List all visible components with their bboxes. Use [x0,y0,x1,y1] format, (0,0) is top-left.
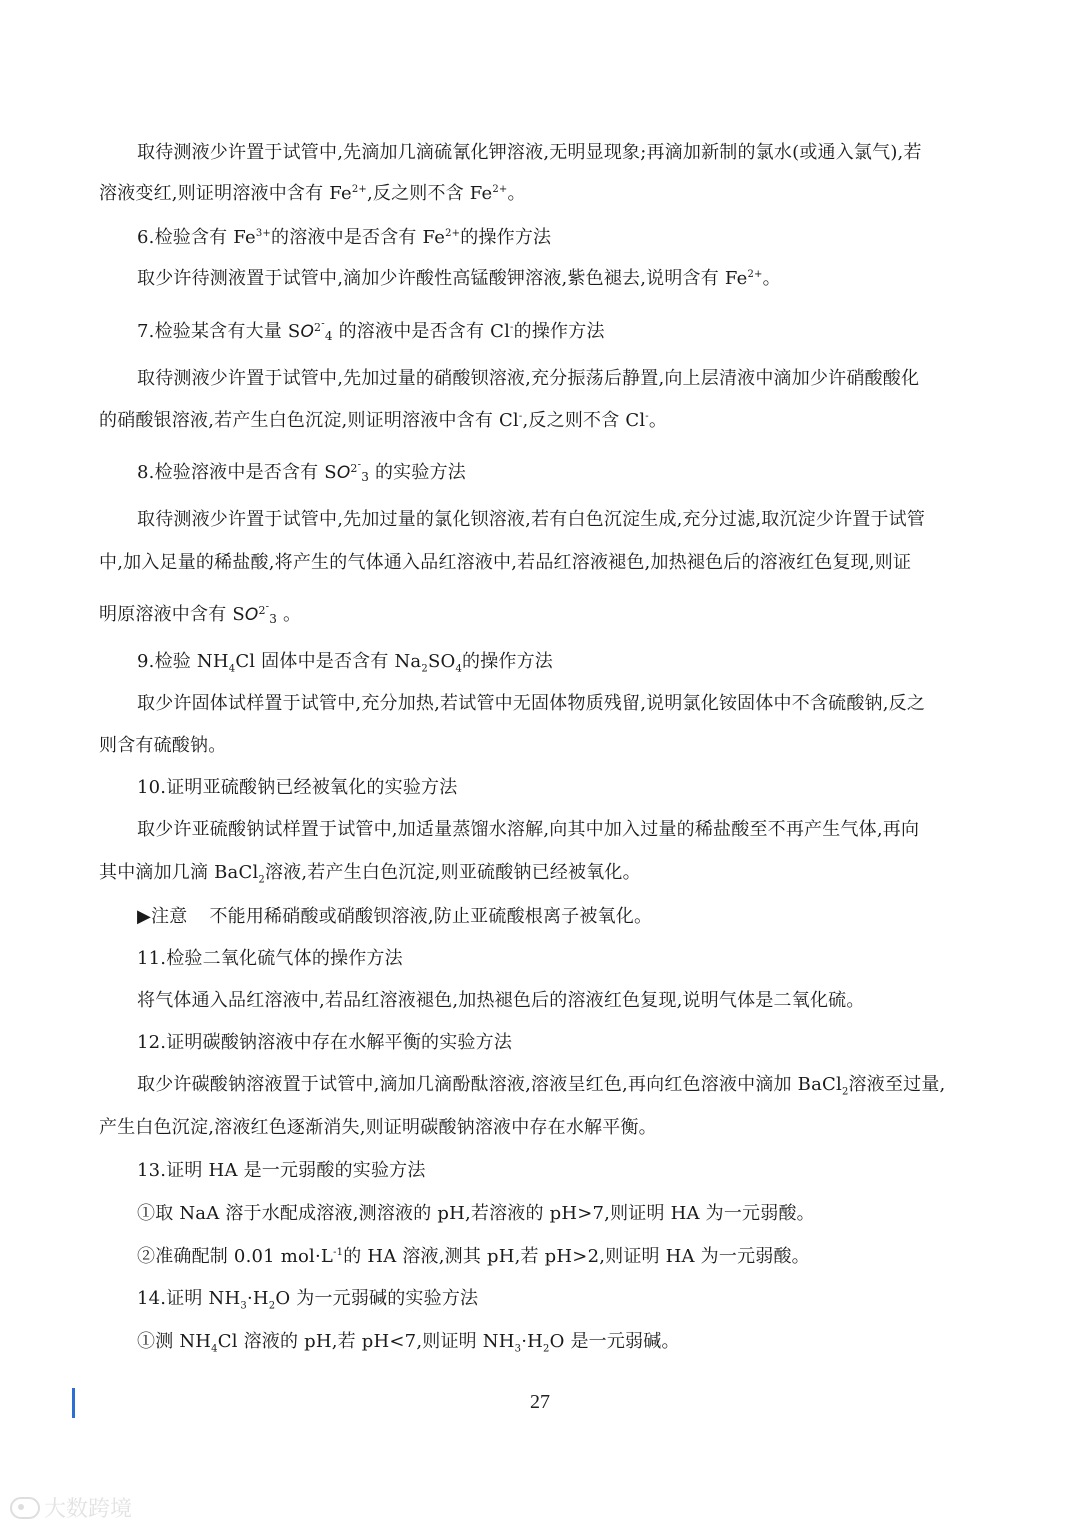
section-heading-8: 8.检验溶液中是否含有 SO2-3 的实验方法 [137,459,466,484]
paragraph-line: 的硝酸银溶液,若产生白色沉淀,则证明溶液中含有 Cl-,反之则不含 Cl-。 [99,410,668,431]
watermark-logo-icon [10,1497,40,1519]
paragraph-line: 取待测液少许置于试管中,先加过量的硝酸钡溶液,充分振荡后静置,向上层清液中滴加少许硝酸酸化 [137,368,920,389]
paragraph-line: 其中滴加几滴 BaCl$_2$溶液,若产生白色沉淀,则亚硫酸钠已经被氧化。 [99,862,641,886]
section-heading-6: 6.检验含有 $Fe^{3+}$的溶液中是否含有 $Fe^{2+}$的操作方法 [137,227,552,248]
page-number: 27 [530,1391,550,1413]
paragraph-line: 则含有硫酸钠。 [99,735,227,756]
section-heading-13: 13.证明 HA 是一元弱酸的实验方法 [137,1160,426,1181]
paragraph-line: 中,加入足量的稀盐酸,将产生的气体通入品红溶液中,若品红溶液褪色,加热褪色后的溶液红色复现,则证 [99,552,912,573]
paragraph-line: ②准确配制 0.01 $mol\cdot L^{-1}$的 HA 溶液,测其 pH,若 pH>2,则证明 HA 为一元弱酸。 [137,1246,810,1267]
section-heading-9: 9.检验 $NH_4Cl$ 固体中是否含有 $Na_2SO_4$的操作方法 [137,651,553,675]
paragraph-line: 取待测液少许置于试管中,先滴加几滴硫氰化钾溶液,无明显现象;再滴加新制的氯水(或通入氯气),若 [137,142,922,163]
section-heading-12: 12.证明碳酸钠溶液中存在水解平衡的实验方法 [137,1032,513,1053]
section-heading-11: 11.检验二氧化硫气体的操作方法 [137,948,403,969]
section-heading-7: 7.检验某含有大量 SO2-4 的溶液中是否含有 Cl-的操作方法 [137,318,605,343]
section-heading-10: 10.证明亚硫酸钠已经被氧化的实验方法 [137,777,458,798]
paragraph-line: 产生白色沉淀,溶液红色逐渐消失,则证明碳酸钠溶液中存在水解平衡。 [99,1117,657,1138]
paragraph-line: ①测 $NH_4Cl$ 溶液的 pH,若 pH<7,则证明 $NH_3\cdot H_2O$ 是一元弱碱。 [137,1331,680,1355]
paragraph-line: 溶液变红,则证明溶液中含有 $Fe^{2+}$,反之则不含 $Fe^{2+}$。 [99,183,526,204]
watermark-text: 大数跨境 [44,1497,133,1522]
section-heading-14: 14.证明 $NH_3\cdot H_2O$ 为一元弱碱的实验方法 [137,1288,479,1312]
paragraph-line: 取少许亚硫酸钠试样置于试管中,加适量蒸馏水溶解,向其中加入过量的稀盐酸至不再产生气体,再向 [137,819,920,840]
paragraph-line: 取少许待测液置于试管中,滴加少许酸性高锰酸钾溶液,紫色褪去,说明含有 $Fe^{2+}$。 [137,268,781,289]
watermark [10,1492,132,1523]
paragraph-line: 取待测液少许置于试管中,先加过量的氯化钡溶液,若有白色沉淀生成,充分过滤,取沉淀少许置于试管 [137,509,926,530]
paragraph-line: 将气体通入品红溶液中,若品红溶液褪色,加热褪色后的溶液红色复现,说明气体是二氧化硫。 [137,990,865,1011]
paragraph-line: 取少许碳酸钠溶液置于试管中,滴加几滴酚酞溶液,溶液呈红色,再向红色溶液中滴加 BaCl$_2$溶液至过量, [137,1074,946,1098]
paragraph-line: 取少许固体试样置于试管中,充分加热,若试管中无固体物质残留,说明氯化铵固体中不含硫酸钠,反之 [137,693,926,714]
paragraph-line: ①取 NaA 溶于水配成溶液,测溶液的 pH,若溶液的 pH>7,则证明 HA 为一元弱酸。 [137,1203,815,1224]
note-line: ▶注意 不能用稀硝酸或硝酸钡溶液,防止亚硫酸根离子被氧化。 [137,906,653,927]
paragraph-line: 明原溶液中含有 SO2-3 。 [99,601,302,626]
